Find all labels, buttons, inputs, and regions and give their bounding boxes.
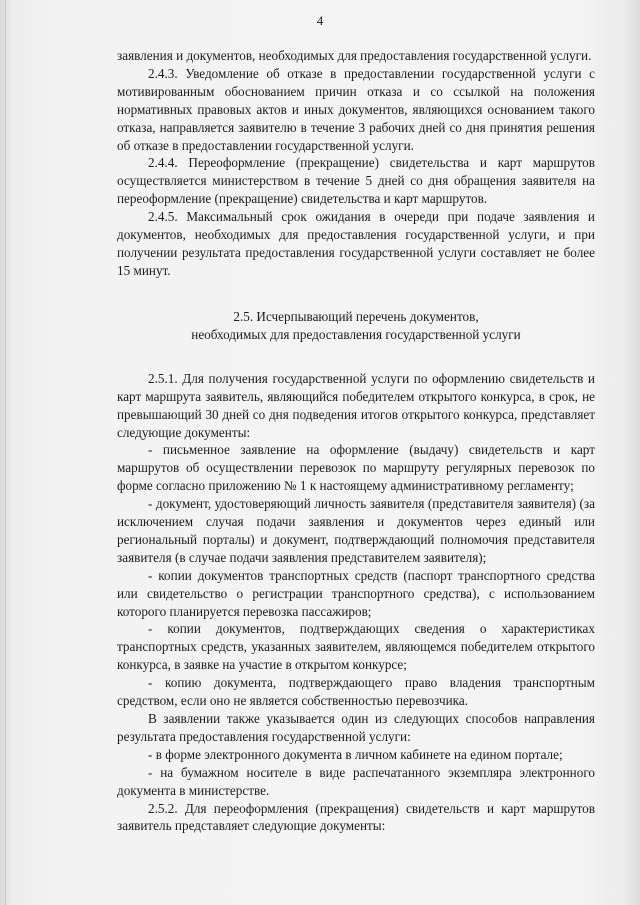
list-item-vehicle-documents: - копии документов транспортных средств (паспорт транспортного средства или свидетельство о регистрации транспортного средства), с использованием которого планируется перевозка пассажиров; bbox=[117, 567, 595, 619]
paragraph-2-5-1: 2.5.1. Для получения государственной услуги по оформлению свидетельств и карт маршрута заявитель, являющийся победителем открытого конкурса, в срок, не превышающий 30 дней со дня подведения итогов открытого конкурса, представляет следующие документы: bbox=[117, 370, 595, 440]
page-number: 4 bbox=[316, 13, 324, 28]
list-item-application: - письменное заявление на оформление (выдачу) свидетельств и карт маршрутов об осуществлении перевозок по маршруту регулярных перевозок по форме согласно приложению № 1 к настоящему административному регламенту; bbox=[117, 442, 595, 494]
scan-edge bbox=[5, 0, 6, 905]
paragraph-2-4-5: 2.4.5. Максимальный срок ожидания в очереди при подаче заявления и документов, необходимых для предоставления государственной услуги, и при получении результата предоставления государственной услуги составляет не более 15 минут. bbox=[117, 209, 595, 278]
list-item-identity-document: - документ, удостоверяющий личность заявителя (представителя заявителя) (за исключением случая подачи заявления и документов через единый или региональный порталы) и документ, подтверждающий полномочия представителя заявителя (в случае подачи заявления представителем заявителя); bbox=[117, 496, 595, 565]
section-heading-line-1: 2.5. Исчерпывающий перечень документов, bbox=[233, 308, 479, 324]
paragraph-2-5-2: 2.5.2. Для переоформления (прекращения) свидетельств и карт маршрутов заявитель представляет следующие документы: bbox=[117, 800, 595, 834]
section-heading-line-2: необходимых для предоставления государственной услуги bbox=[191, 326, 521, 342]
paragraph-2-4-3: 2.4.3. Уведомление об отказе в предоставлении государственной услуги с мотивированным обоснованием причин отказа и со ссылкой на положения нормативных правовых актов и иных документов, являющихся основанием такого отказа, направляется заявителю в течение 3 рабочих дней со дня принятия решения об отказе в предоставлении государственной услуги. bbox=[117, 65, 595, 153]
document-body bbox=[117, 47, 595, 835]
paragraph-continuation: заявления и документов, необходимых для предоставления государственной услуги. bbox=[117, 48, 592, 63]
list-item-paper-form: - на бумажном носителе в виде распечатанного экземпляра электронного документа в министерстве. bbox=[117, 764, 595, 798]
section-heading bbox=[117, 308, 595, 344]
list-item-electronic-form: - в форме электронного документа в личном кабинете на едином портале; bbox=[148, 746, 563, 762]
list-item-ownership-document: - копию документа, подтверждающего право владения транспортным средством, если оно не является собственностью перевозчика. bbox=[117, 675, 595, 709]
list-item-vehicle-characteristics: - копии документов, подтверждающих сведения о характеристиках транспортных средств, указанных заявителем, являющемся победителем открытого конкурса, в заявке на участие в открытом конкурсе; bbox=[117, 621, 595, 673]
paragraph-2-4-4: 2.4.4. Переоформление (прекращение) свидетельства и карт маршрутов осуществляется министерством в течение 5 дней со дня обращения заявителя на переоформление (прекращение) свидетельства и карт маршрутов. bbox=[117, 155, 595, 207]
paragraph-result-methods: В заявлении также указывается один из следующих способов направления результата предоставления государственной услуги: bbox=[117, 711, 595, 744]
